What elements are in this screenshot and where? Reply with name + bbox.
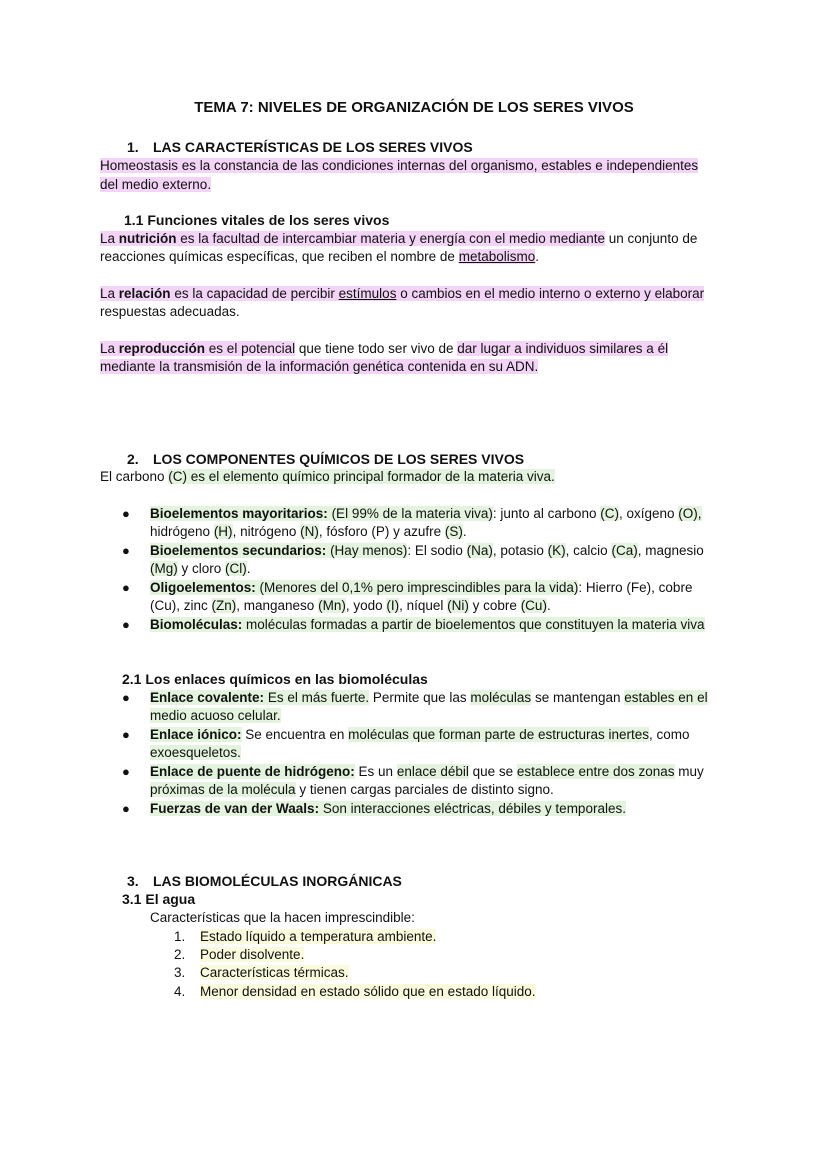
text: (Ni) — [447, 598, 469, 613]
text: y tienen cargas parciales de distinto signo. — [295, 782, 554, 797]
term: Bioelementos secundarios: — [150, 543, 327, 558]
text: (Hay menos) — [326, 543, 408, 558]
section-2-heading — [127, 451, 524, 467]
text: exoesqueletos. — [150, 745, 241, 760]
text: , oxígeno — [618, 506, 679, 521]
text: moléculas que forman parte de estructuras inertes — [348, 727, 650, 742]
water-item — [200, 946, 304, 964]
text: El carbono — [100, 469, 169, 484]
bullet-icon: ● — [122, 580, 130, 595]
term: Oligoelementos: — [150, 580, 256, 595]
text: es la facultad de intercambiar materia y energía con el medio mediante — [176, 231, 606, 246]
text: : junto al carbono — [492, 506, 601, 521]
biomoleculas-line — [150, 616, 705, 634]
water-intro: Características que la hacen imprescindible: — [150, 910, 415, 925]
section-number: 2. — [127, 451, 139, 467]
water-item — [200, 964, 349, 982]
ionico-line-2 — [150, 744, 241, 762]
term-reproduccion: reproducción — [118, 341, 206, 356]
text: que tiene todo ser vivo de — [295, 341, 458, 356]
subsection-1-1-heading: 1.1 Funciones vitales de los seres vivos — [124, 212, 390, 228]
text: Se encuentra en — [241, 727, 349, 742]
bio-mayoritarios-line-2 — [150, 523, 467, 541]
bullet-icon: ● — [122, 764, 130, 779]
nutrition-line-2 — [100, 248, 539, 266]
text: moléculas formadas a partir de bioelementos que constituyen la materia viva — [242, 617, 705, 632]
relation-line-1 — [100, 285, 704, 303]
list-number: 2. — [174, 947, 186, 962]
text: Son interacciones eléctricas, débiles y temporales. — [319, 801, 626, 816]
text: (Mn) — [318, 598, 346, 613]
text: (C) es el elemento químico principal formador de la materia viva. — [168, 469, 555, 484]
section-title: LAS BIOMOLÉCULAS INORGÁNICAS — [153, 873, 402, 889]
text: . — [246, 561, 251, 576]
term-metabolismo: metabolismo — [458, 249, 536, 264]
relation-line-2 — [100, 303, 240, 321]
text: , calcio — [565, 543, 612, 558]
subsection-3-1-heading: 3.1 El agua — [122, 891, 196, 907]
text: establece entre dos zonas — [516, 764, 675, 779]
text: es el potencial — [205, 341, 296, 356]
bullet-icon: ● — [122, 690, 130, 705]
covalente-line-1 — [150, 689, 708, 707]
text: Poder disolvente. — [200, 947, 305, 962]
puente-line-1 — [150, 763, 704, 781]
text: respuestas adecuadas. — [100, 304, 240, 319]
text: (Mg) — [150, 561, 178, 576]
term: Fuerzas de van der Waals: — [150, 801, 320, 816]
bullet-icon: ● — [122, 617, 130, 632]
term: Enlace covalente: — [150, 690, 265, 705]
term: Biomoléculas: — [150, 617, 243, 632]
text: medio acuoso celular. — [150, 708, 281, 723]
text: , fósforo (P) y azufre — [318, 524, 445, 539]
waals-line — [150, 800, 626, 818]
text: (I) — [386, 598, 400, 613]
homeostasis-text: Homeostasis es la constancia de las condiciones internas del organismo, estables e independientes — [100, 158, 699, 173]
text: mediante la transmisión de la información genética contenida en su ADN. — [100, 359, 539, 374]
text: , magnesio — [637, 543, 704, 558]
section-title: LOS COMPONENTES QUÍMICOS DE LOS SERES VIVOS — [153, 451, 525, 467]
text: un conjunto de — [605, 231, 698, 246]
text: Permite que las — [369, 690, 471, 705]
water-item — [200, 928, 436, 946]
bio-mayoritarios-line-1 — [150, 505, 702, 523]
oligoelementos-line-2 — [150, 597, 551, 615]
text: (Cu), zinc — [150, 598, 212, 613]
text: La — [100, 286, 119, 301]
text: Es un — [354, 764, 397, 779]
term-nutricion: nutrición — [118, 231, 177, 246]
homeostasis-text: del medio externo. — [100, 177, 212, 192]
homeostasis-line-2 — [100, 176, 211, 194]
bio-secundarios-line-2 — [150, 560, 251, 578]
covalente-line-2 — [150, 707, 281, 725]
reproduction-line-1 — [100, 340, 668, 358]
text: (Ca) — [611, 543, 638, 558]
text: moléculas — [470, 690, 532, 705]
text: estables en el — [624, 690, 708, 705]
text: (Cu) — [520, 598, 547, 613]
text: , como — [649, 727, 690, 742]
text: . — [462, 524, 467, 539]
text: enlace débil — [396, 764, 469, 779]
text: , yodo — [345, 598, 387, 613]
term-estimulos: estímulos — [338, 286, 397, 301]
ionico-line-1 — [150, 726, 690, 744]
section-number: 1. — [127, 139, 139, 155]
term: Bioelementos mayoritarios: — [150, 506, 328, 521]
section-title: LAS CARACTERÍSTICAS DE LOS SERES VIVOS — [153, 139, 473, 155]
water-item — [200, 983, 536, 1001]
text: (O), — [678, 506, 702, 521]
text: se mantengan — [531, 690, 625, 705]
bullet-icon: ● — [122, 543, 130, 558]
text: , manganeso — [236, 598, 319, 613]
text: . — [546, 598, 551, 613]
text: La — [100, 231, 119, 246]
text: Menor densidad en estado sólido que en estado líquido. — [200, 984, 536, 999]
subsection-2-1-heading: 2.1 Los enlaces químicos en las biomoléculas — [122, 671, 428, 687]
oligoelementos-line-1 — [150, 579, 692, 597]
text: (Na) — [466, 543, 493, 558]
text: (H) — [213, 524, 233, 539]
text: , potasio — [492, 543, 548, 558]
text: : Hierro (Fe), cobre — [578, 580, 693, 595]
section-number: 3. — [127, 873, 139, 889]
bullet-icon: ● — [122, 727, 130, 742]
text: La — [100, 341, 119, 356]
text: y cloro — [177, 561, 226, 576]
document-title: TEMA 7: NIVELES DE ORGANIZACIÓN DE LOS SERES VIVOS — [194, 99, 634, 116]
text: (C) — [600, 506, 619, 521]
bullet-icon: ● — [122, 506, 130, 521]
text: , níquel — [399, 598, 448, 613]
homeostasis-line-1 — [100, 157, 698, 175]
text: Es el más fuerte. — [264, 690, 370, 705]
text: Características térmicas. — [200, 965, 349, 980]
text: (N) — [300, 524, 319, 539]
nutrition-line-1 — [100, 230, 697, 248]
list-number: 3. — [174, 965, 186, 980]
text: (Cl) — [225, 561, 247, 576]
term-relacion: relación — [118, 286, 171, 301]
text: (Zn) — [211, 598, 237, 613]
list-number: 4. — [174, 984, 186, 999]
puente-line-2 — [150, 781, 554, 799]
text: (K) — [547, 543, 566, 558]
text: (S) — [444, 524, 463, 539]
text: reacciones químicas específicas, que reciben el nombre de — [100, 249, 459, 264]
text: o cambios en el medio interno o externo y elaborar — [396, 286, 705, 301]
text: (Menores del 0,1% pero imprescindibles para la vida) — [255, 580, 579, 595]
list-number: 1. — [174, 929, 186, 944]
text: y cobre — [468, 598, 521, 613]
reproduction-line-2 — [100, 358, 538, 376]
text: hidrógeno — [150, 524, 214, 539]
carbon-line — [100, 468, 555, 486]
text: muy — [674, 764, 704, 779]
text: que se — [468, 764, 517, 779]
text: , nitrógeno — [232, 524, 301, 539]
text: : El sodio — [407, 543, 467, 558]
term: Enlace iónico: — [150, 727, 242, 742]
bullet-icon: ● — [122, 801, 130, 816]
section-3-heading — [127, 873, 402, 889]
term: Enlace de puente de hidrógeno: — [150, 764, 355, 779]
text: . — [535, 249, 539, 264]
text: (El 99% de la materia viva) — [327, 506, 493, 521]
section-1-heading — [127, 139, 473, 155]
text: próximas de la molécula — [150, 782, 296, 797]
text: dar lugar a individuos similares a él — [457, 341, 669, 356]
bio-secundarios-line-1 — [150, 542, 704, 560]
text: es la capacidad de percibir — [170, 286, 339, 301]
text: Estado líquido a temperatura ambiente. — [200, 929, 437, 944]
